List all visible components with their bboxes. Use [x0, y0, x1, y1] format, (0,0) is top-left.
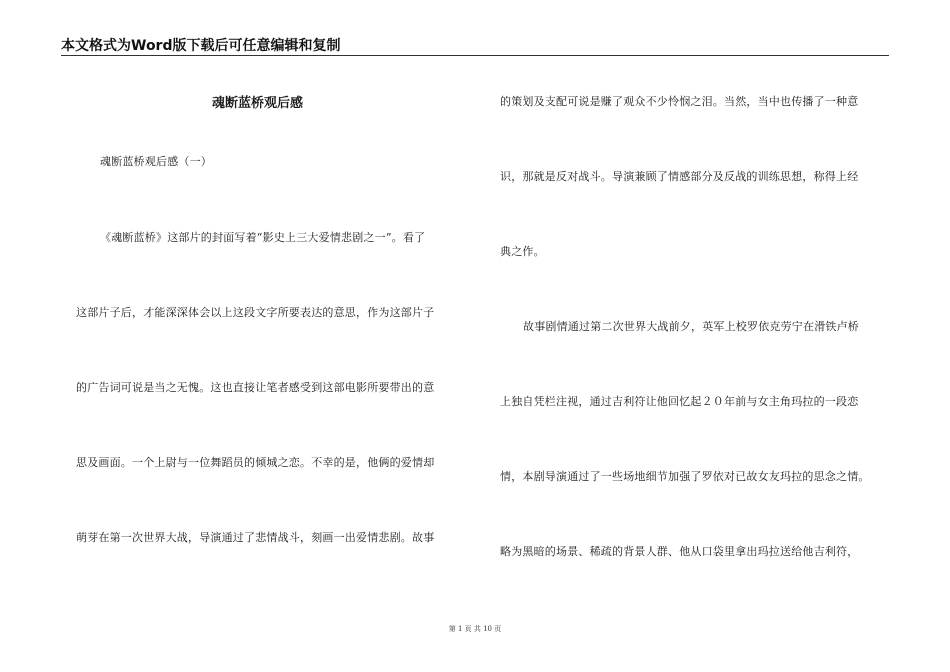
left-line-4: 思及画面。一个上尉与一位舞蹈员的倾城之恋。不幸的是，他俩的爱情却: [76, 456, 435, 469]
right-line-0: 的策划及支配可说是赚了观众不少怜悯之泪。当然，当中也传播了一种意: [500, 95, 859, 108]
header-text: 本文格式为Word版下载后可任意编辑和复制: [61, 38, 341, 54]
left-line-1: 《魂断蓝桥》这部片的封面写着“影史上三大爱情悲剧之一”。看了: [100, 231, 426, 244]
right-line-5: 情，本剧导演通过了一些场地细节加强了罗依对已故女友玛拉的思念之情。: [500, 470, 870, 483]
left-line-3: 的广告词可说是当之无愧。这也直接让笔者感受到这部电影所要带出的意: [76, 381, 435, 394]
right-line-6: 略为黑暗的场景、稀疏的背景人群、他从口袋里拿出玛拉送给他吉利符，: [500, 545, 859, 558]
right-line-2: 典之作。: [500, 245, 545, 258]
right-line-4: 上独自凭栏注视，通过吉利符让他回忆起２０年前与女主角玛拉的一段恋: [500, 395, 859, 408]
document-title: 魂断蓝桥观后感: [212, 96, 304, 111]
page-header: [61, 33, 889, 56]
left-line-5: 萌芽在第一次世界大战，导演通过了悲情战斗，刻画一出爱情悲剧。故事: [76, 531, 435, 544]
left-line-0: 魂断蓝桥观后感（一）: [100, 155, 212, 168]
left-line-2: 这部片子后，才能深深体会以上这段文字所要表达的意思，作为这部片子: [76, 306, 435, 319]
page-footer: 第 1 页 共 10 页: [448, 625, 502, 633]
right-line-1: 识，那就是反对战斗。导演兼顾了情感部分及反战的训练思想，称得上经: [500, 170, 859, 183]
right-line-3: 故事剧情通过第二次世界大战前夕，英军上校罗依克劳宁在滑铁卢桥: [523, 320, 859, 333]
